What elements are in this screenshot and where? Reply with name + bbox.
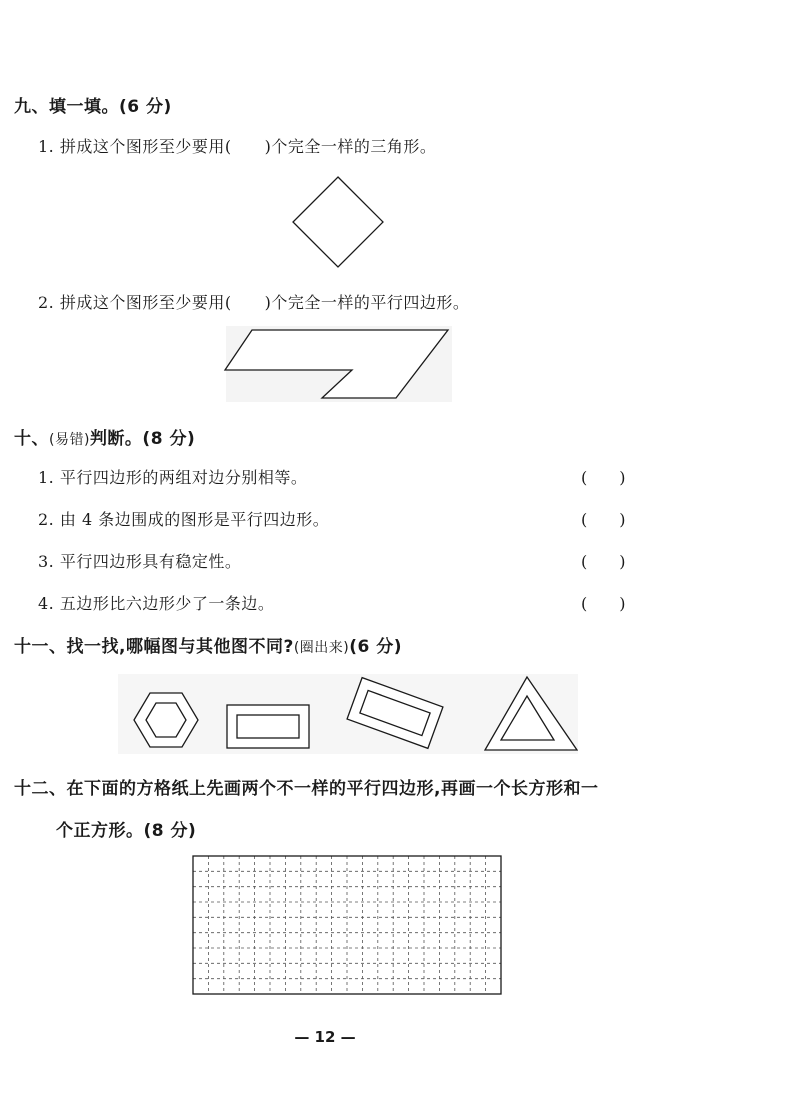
section-9-question-1: 1. 拼成这个图形至少要用( )个完全一样的三角形。 [38,137,437,156]
judgement-item-4: 4. 五边形比六边形少了一条边。 [38,594,275,613]
answer-paren-2[interactable]: ( ) [581,510,626,529]
section-12-heading-line-1: 十二、在下面的方格纸上先画两个不一样的平行四边形,再画一个长方形和一 [14,779,599,799]
answer-paren-4[interactable]: ( ) [581,594,626,613]
grid-paper[interactable] [192,855,504,997]
section-11-heading: 十一、找一找,哪幅图与其他图不同?(圈出来)(6 分) [14,637,403,657]
judgement-item-1: 1. 平行四边形的两组对边分别相等。 [38,468,308,487]
diamond-figure [290,174,386,270]
judgement-item-3: 3. 平行四边形具有稳定性。 [38,552,242,571]
section-9-heading: 九、填一填。(6 分) [14,97,172,117]
answer-paren-1[interactable]: ( ) [581,468,626,487]
section-12-heading-line-2: 个正方形。(8 分) [56,821,197,841]
section-10-heading: 十、(易错)判断。(8 分) [14,429,196,449]
page-number: — 12 — [294,1028,356,1046]
section-9-question-2: 2. 拼成这个图形至少要用( )个完全一样的平行四边形。 [38,293,470,312]
composite-parallelogram-figure [222,326,454,402]
judgement-item-2: 2. 由 4 条边围成的图形是平行四边形。 [38,510,330,529]
rectangle-figure [227,705,309,748]
answer-paren-3[interactable]: ( ) [581,552,626,571]
odd-one-out-figures [118,674,578,754]
